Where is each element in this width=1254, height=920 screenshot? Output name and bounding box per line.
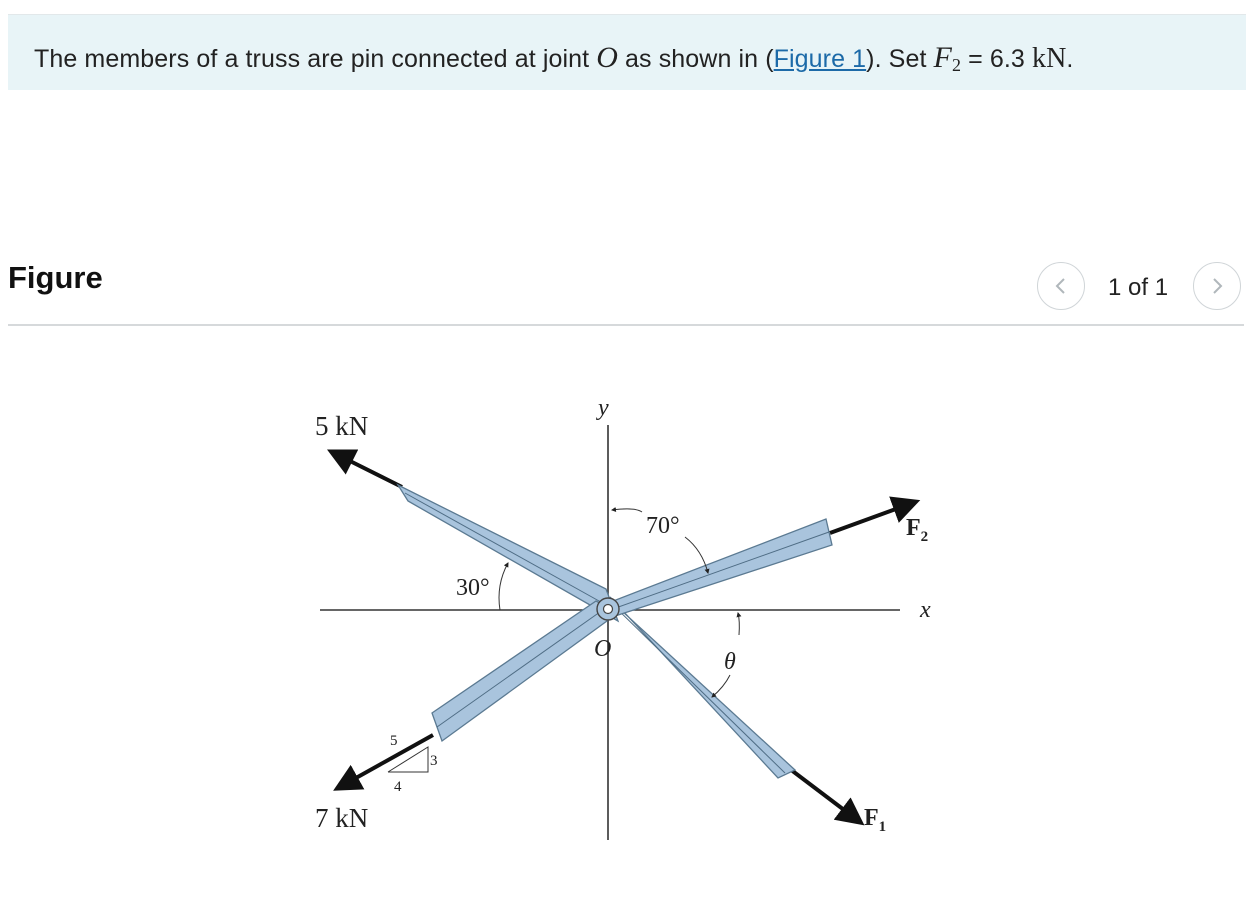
force-subscript: 2	[951, 55, 962, 75]
angle-arc-30	[499, 563, 508, 610]
force-F2-arrow	[830, 502, 915, 533]
figure-link[interactable]: Figure 1	[773, 45, 867, 73]
label-5kN: 5 kN	[315, 411, 369, 441]
label-joint-O: O	[594, 636, 612, 662]
truss-joint-diagram	[290, 385, 970, 855]
slope-label-5: 5	[390, 733, 398, 749]
chevron-left-icon	[1051, 276, 1071, 296]
joint-symbol: O	[596, 41, 618, 74]
angle-arc-70-start	[612, 509, 642, 512]
member-7kN	[432, 601, 618, 741]
member-5kN	[398, 485, 618, 621]
angle-arc-theta-top	[738, 613, 739, 635]
force-symbol: F	[933, 41, 952, 74]
problem-text-after: ). Set	[866, 45, 934, 73]
label-angle-70: 70°	[646, 513, 680, 539]
figure-pager-count: 1 of 1	[1108, 274, 1169, 301]
label-F1: $F_1$	[864, 805, 887, 835]
force-5kN-arrow	[332, 452, 402, 487]
member-F1	[610, 597, 795, 778]
force-unit: kN	[1031, 43, 1067, 74]
problem-text-mid: as shown in (	[618, 45, 774, 73]
problem-text-before: The members of a truss are pin connected at joint	[34, 45, 597, 73]
label-x-axis: x	[920, 597, 931, 623]
problem-statement-box	[8, 14, 1246, 90]
previous-figure-button[interactable]	[1037, 262, 1085, 310]
label-7kN: 7 kN	[315, 803, 369, 833]
force-7kN-arrow	[338, 735, 433, 788]
section-divider	[8, 324, 1244, 326]
label-angle-30: 30°	[456, 575, 490, 601]
angle-arc-theta-bottom	[712, 675, 730, 697]
label-y-axis: y	[598, 395, 609, 421]
force-F1-arrow	[782, 763, 860, 822]
force-equals-value: = 6.3	[961, 45, 1032, 73]
chevron-right-icon	[1207, 276, 1227, 296]
label-angle-theta: θ	[724, 649, 736, 675]
next-figure-button[interactable]	[1193, 262, 1241, 310]
slope-label-3: 3	[430, 753, 438, 769]
problem-statement	[34, 41, 1073, 76]
label-F2: $F_2$	[906, 515, 929, 545]
figure-heading: Figure	[8, 260, 103, 295]
pin-hole	[604, 605, 613, 614]
slope-label-4: 4	[394, 779, 402, 795]
member-F2	[608, 519, 832, 617]
problem-period: .	[1066, 45, 1074, 73]
